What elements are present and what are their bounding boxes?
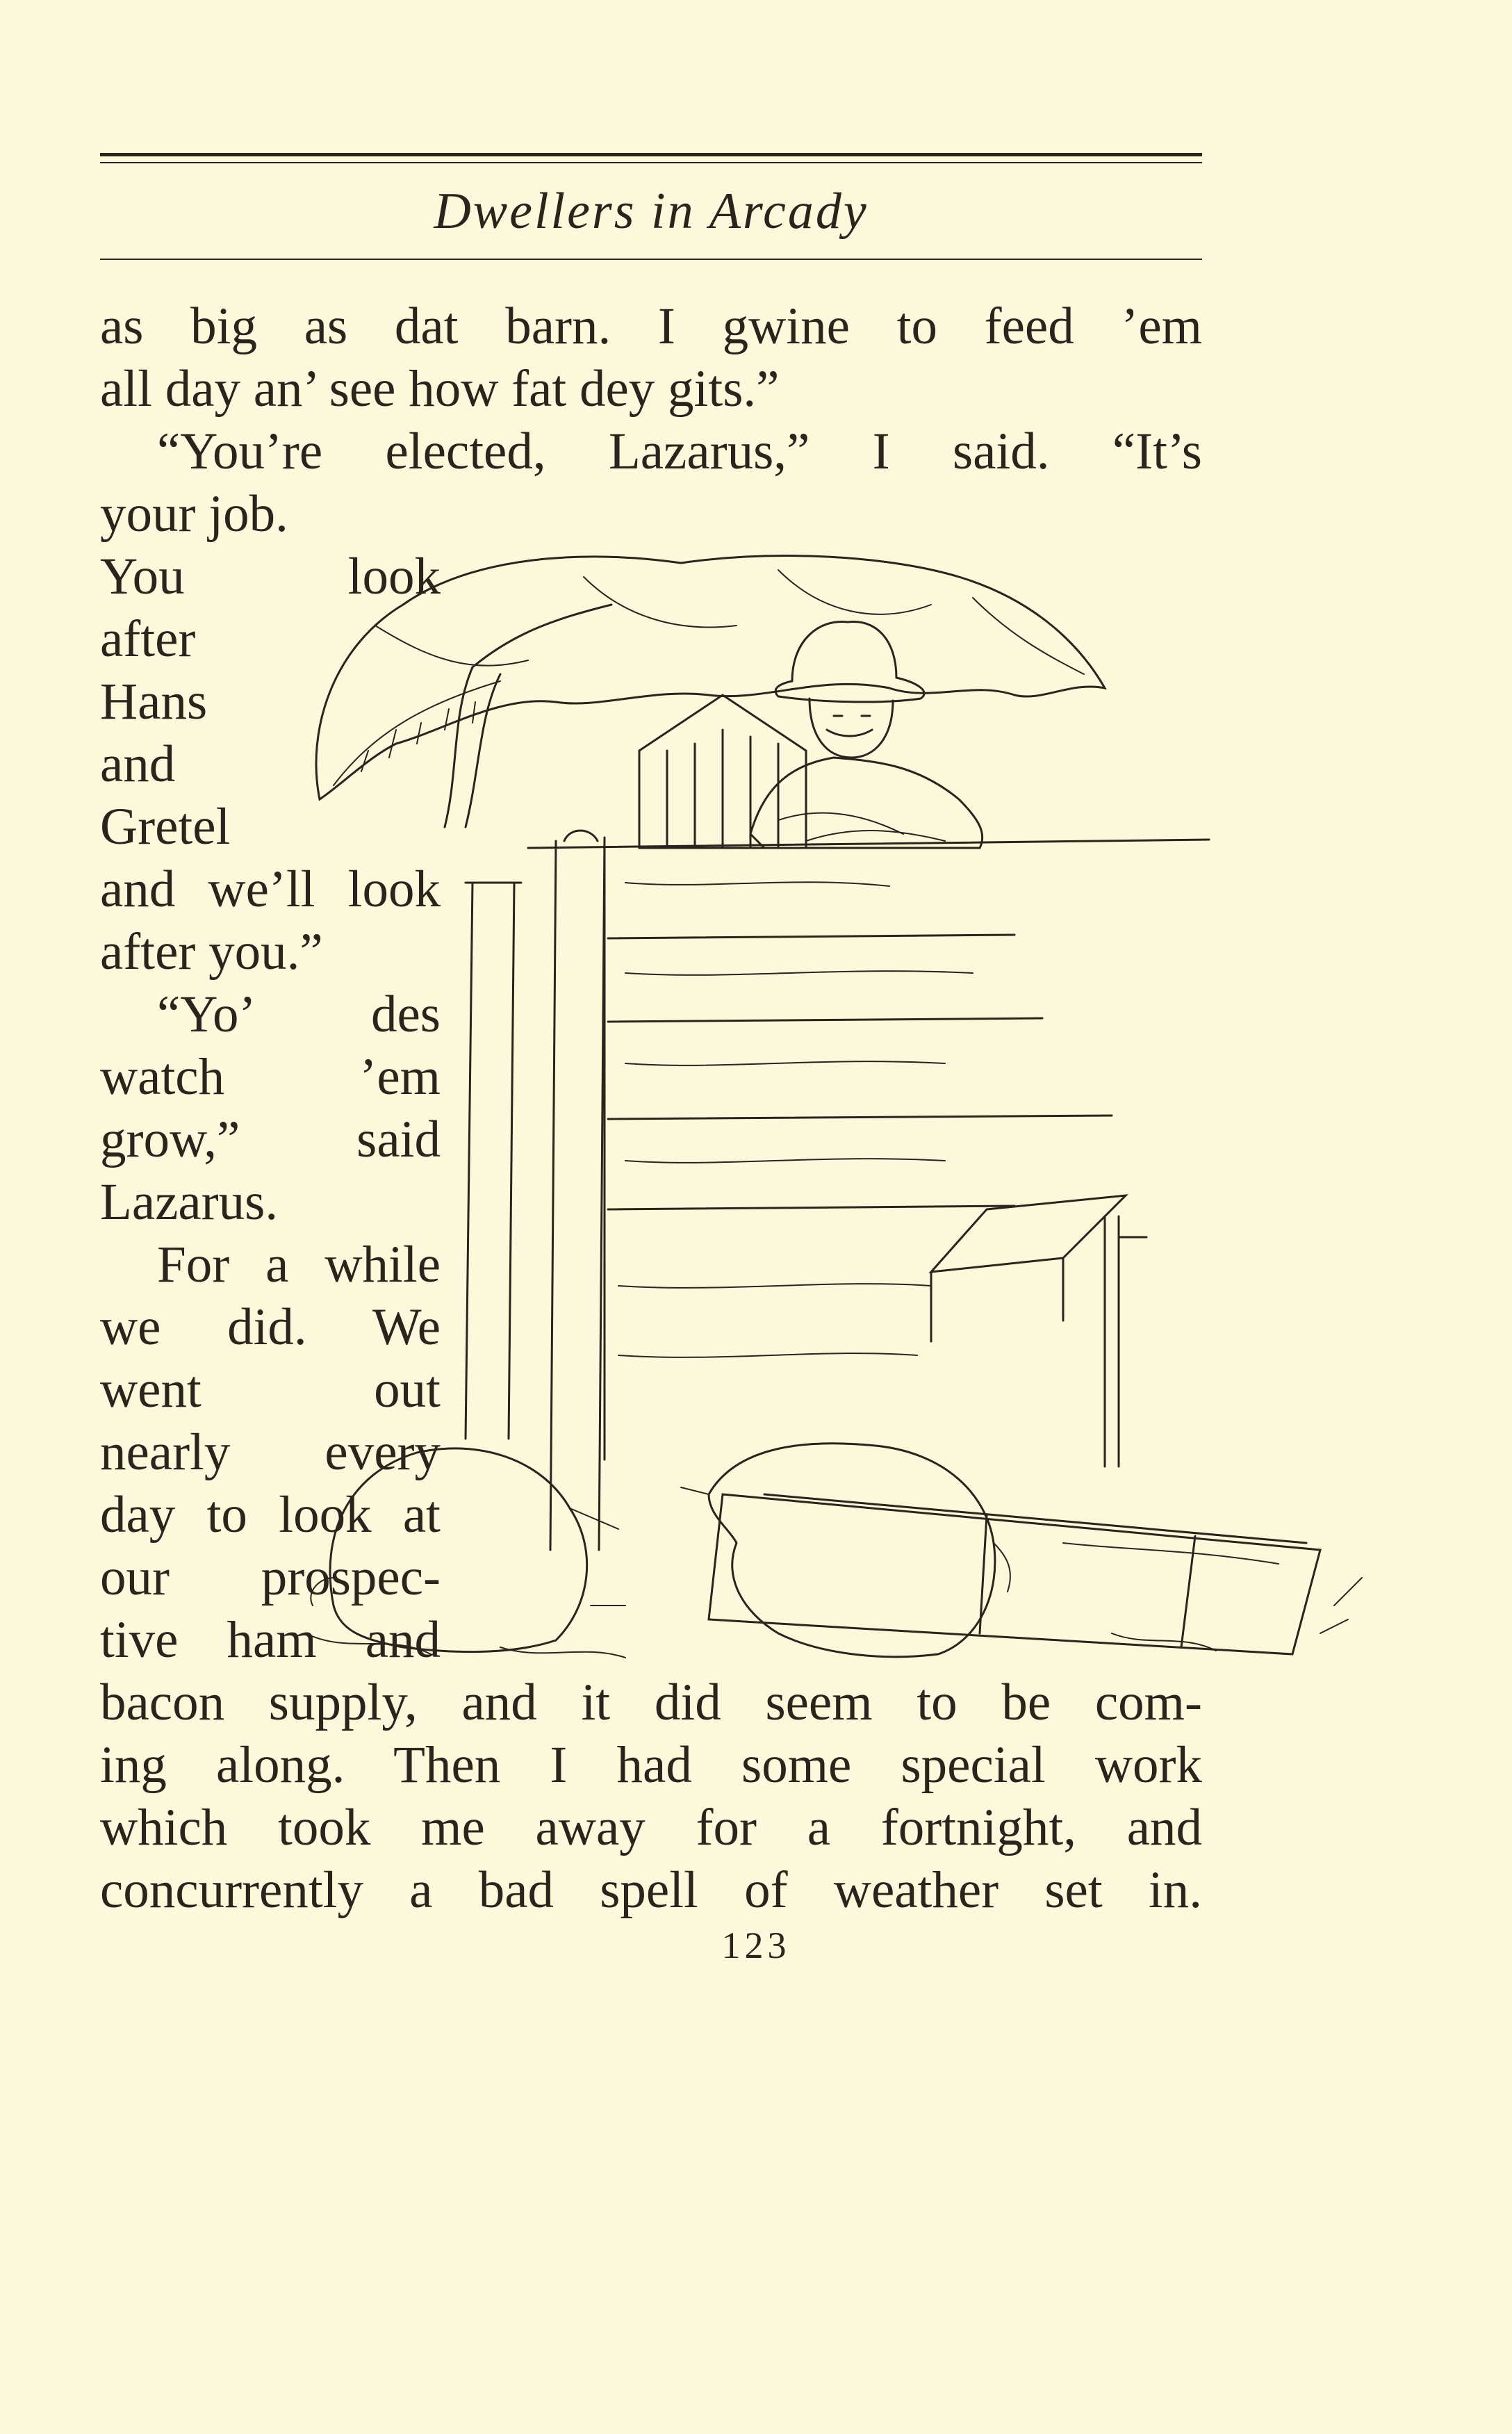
text-line: tive ham and xyxy=(100,1611,441,1669)
pig-right xyxy=(709,1444,995,1657)
text-line: our prospec- xyxy=(100,1549,441,1606)
boy-body xyxy=(750,758,983,848)
text-line: nearly every xyxy=(100,1423,441,1481)
text-line: as big as dat barn. I gwine to feed ’em xyxy=(100,297,1202,355)
text-line: bacon supply, and it did seem to be com- xyxy=(100,1674,1202,1731)
text-line: after you.” xyxy=(100,923,323,981)
text-line: concurrently a bad spell of weather set in. xyxy=(100,1861,1202,1919)
text-line: For a while xyxy=(157,1236,441,1293)
trough xyxy=(709,1494,1320,1654)
text-line: ing along. Then I had some special work xyxy=(100,1736,1202,1794)
text-line: your job. xyxy=(100,485,288,543)
fence-post xyxy=(550,831,605,1550)
text-line: Hans xyxy=(100,673,208,730)
boy-hat xyxy=(775,621,924,701)
text-line: day to look at xyxy=(100,1486,441,1544)
fence-board xyxy=(605,848,1112,1460)
text-line: “You’re elected, Lazarus,” I said. “It’s xyxy=(157,423,1202,480)
rule-under-head xyxy=(100,259,1202,260)
text-line: and xyxy=(100,735,176,793)
text-line: which took me away for a fortnight, and xyxy=(100,1799,1202,1856)
page-number: 123 xyxy=(721,1925,791,1966)
text-line: “Yo’ des xyxy=(157,986,441,1043)
tree-foliage xyxy=(316,556,1105,799)
text-line: after xyxy=(100,610,196,668)
pig-left xyxy=(330,1448,587,1652)
fence-post-left xyxy=(466,883,521,1439)
fence-top-rail xyxy=(528,840,1209,848)
text-line: Gretel xyxy=(100,798,231,856)
rule-top-thick xyxy=(100,153,1202,156)
text-line: grow,” said xyxy=(100,1111,441,1168)
illustration-pigs-at-trough xyxy=(292,521,1390,1661)
text-line: we did. We xyxy=(100,1298,441,1356)
boy-face xyxy=(810,699,893,758)
running-head: Dwellers in Arcady xyxy=(434,183,869,240)
text-line: watch ’em xyxy=(100,1048,441,1106)
text-line: went out xyxy=(100,1361,441,1419)
barn xyxy=(639,695,806,848)
text-line: and we’ll look xyxy=(100,860,441,918)
text-line: You look xyxy=(100,548,441,605)
text-line: all day an’ see how fat dey gits.” xyxy=(100,360,780,418)
text-line: Lazarus. xyxy=(100,1173,279,1231)
rule-top-thin xyxy=(100,162,1202,163)
feed-box xyxy=(931,1195,1126,1341)
